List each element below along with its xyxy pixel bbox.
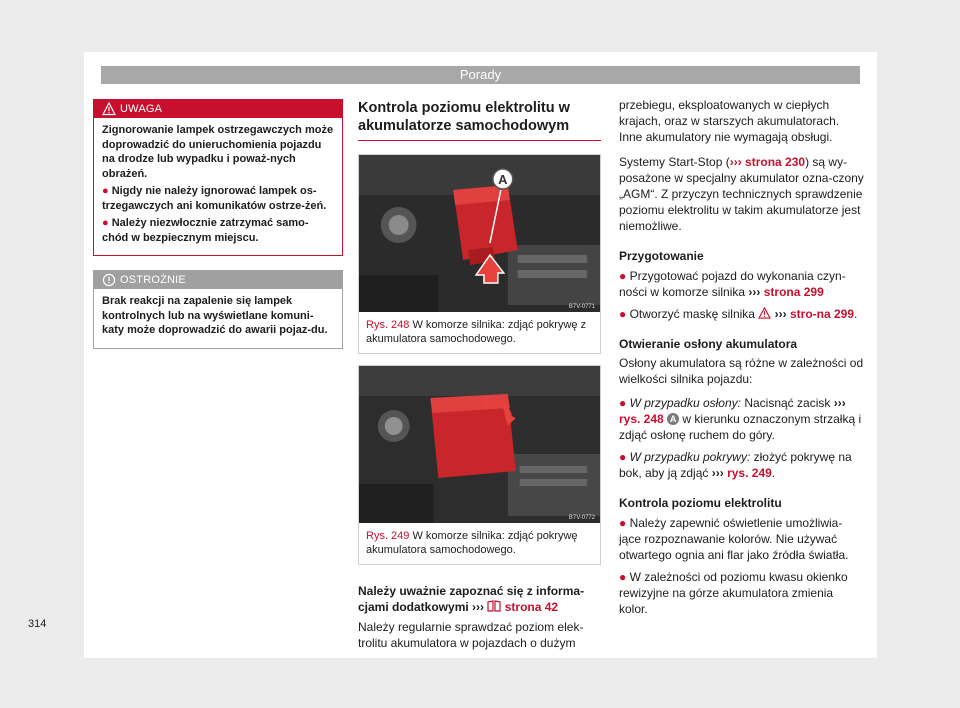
page-header xyxy=(101,66,860,84)
para-start-stop xyxy=(619,154,864,234)
open-bullet-2-italic: W przypadku pokrywy: xyxy=(629,450,751,464)
link-page-299[interactable]: strona 299 xyxy=(763,285,824,299)
figure-code-1: B7V-0771 xyxy=(568,303,596,311)
warning-box-body xyxy=(94,118,342,255)
warning-box-header xyxy=(94,100,342,118)
warning-triangle-icon xyxy=(102,102,116,116)
info-heading xyxy=(358,583,601,615)
bullet-icon: ● xyxy=(619,516,627,530)
chevron-icon: ››› xyxy=(729,155,742,169)
warning-intro: Zignorowanie lampek ostrzegawczych może doprowadzić do unieruchomienia pojazdu na drodze lub wypadku i poważ-nych obrażeń. xyxy=(102,124,334,180)
check-bullet-1 xyxy=(619,515,864,563)
warning-bullet-1-text: Nigdy nie należy ignorować lampek os-trzegawczych ani komunikatów ostrze-żeń. xyxy=(102,185,327,212)
caution-box xyxy=(93,270,343,349)
caution-box-title: OSTROŻNIE xyxy=(120,274,186,286)
figure-caption-text: W komorze silnika: zdjąć pokrywę akumulatora samochodowego. xyxy=(366,530,578,556)
link-fig-248[interactable]: rys. 248 xyxy=(619,412,664,426)
open-bullet-1-italic: W przypadku osłony: xyxy=(629,396,741,410)
callout-a-badge: A xyxy=(667,413,679,425)
engine-bay-photo-1 xyxy=(359,155,600,312)
figure-callout-a: A xyxy=(498,171,508,188)
prep-bullet-2: ● Otworzyć maskę silnika ››› stro-na 299. xyxy=(619,307,858,321)
book-icon xyxy=(487,600,501,612)
engine-bay-photo-2 xyxy=(359,366,600,523)
bullet-icon: ● xyxy=(102,185,112,197)
chevron-icon: ››› xyxy=(748,285,761,299)
info-circle-icon xyxy=(102,273,116,287)
header-title: Porady xyxy=(459,67,502,82)
figure-249-caption xyxy=(359,523,600,564)
info-heading-text: Należy uważnie zapoznać się z informa-cjami dodatkowymi xyxy=(358,584,585,614)
chevron-icon: ››› xyxy=(711,466,724,480)
warning-box-title: UWAGA xyxy=(120,103,163,115)
warning-bullet-1 xyxy=(102,184,334,213)
para-mileage: przebiegu, eksploatowanych w ciepłych krajach, oraz w starszych akumulatorach. Inne akumulatory nie wymagają obsługi. xyxy=(619,98,840,144)
warning-triangle-icon xyxy=(758,307,771,319)
manual-page xyxy=(28,52,877,658)
link-page-299b[interactable]: stro-na 299 xyxy=(790,307,855,321)
para-start-stop-b: ) są wy-posażone w specjalny akumulator ozna-czony „AGM“. Z przyczyn technicznych sprawdzenie poziomu elektrolitu w takim akumulatorze jest niemożliwe. xyxy=(619,155,864,233)
prep-heading: Przygotowanie xyxy=(619,249,704,263)
warning-box xyxy=(93,99,343,256)
prep-bullet-1 xyxy=(619,268,864,300)
bullet-icon: ● xyxy=(102,217,112,229)
info-link[interactable]: strona 42 xyxy=(504,600,559,614)
column-right xyxy=(619,97,864,617)
figure-249 xyxy=(358,365,601,565)
open-bullet-1 xyxy=(619,395,864,443)
caution-box-header xyxy=(94,271,342,289)
figure-caption-text: W komorze silnika: zdjąć pokrywę z akumulatora samochodowego. xyxy=(366,319,587,345)
open-bullet-1-text-b: w kierunku oznaczonym strzałką i zdjąć osłonę ruchem do góry. xyxy=(619,412,862,442)
chevron-icon: ››› xyxy=(472,600,485,614)
chevron-icon: ››› xyxy=(833,396,846,410)
para-start-stop-a: Systemy Start-Stop ( xyxy=(619,155,730,169)
caution-text: Brak reakcji na zapalenie się lampek kontrolnych lub na wyświetlane komuni-katy może doprowadzić do awarii pojaz-du. xyxy=(102,295,328,336)
electrolyte-para: Należy regularnie sprawdzać poziom elek-trolitu akumulatora w pojazdach o dużym xyxy=(358,620,584,650)
figure-ref: Rys. 248 xyxy=(366,319,410,331)
column-middle xyxy=(358,99,601,651)
check-bullet-1-text: Należy zapewnić oświetlenie umożliwia-jące rozpoznawanie kolorów. Nie używać otwartego ognia ani flar jako źródła światła. xyxy=(619,516,849,562)
warning-bullet-2-text: Należy niezwłocznie zatrzymać samo-chód w bezpiecznym miejscu. xyxy=(102,217,309,244)
bullet-icon: ● xyxy=(619,307,627,321)
figure-ref: Rys. 249 xyxy=(366,530,410,542)
chevron-icon: ››› xyxy=(774,307,787,321)
check-heading: Kontrola poziomu elektrolitu xyxy=(619,496,782,510)
column-left xyxy=(93,99,343,363)
open-para: Osłony akumulatora są różne w zależności od wielkości silnika pojazdu: xyxy=(619,356,864,386)
warning-bullet-2 xyxy=(102,216,334,245)
bullet-icon: ● xyxy=(619,450,627,464)
figure-248 xyxy=(358,154,601,354)
figure-248-caption xyxy=(359,312,600,353)
open-bullet-2-text: złożyć pokrywę na bok, aby ją zdjąć xyxy=(619,450,852,480)
prep-bullet-2-text: Otworzyć maskę silnika xyxy=(629,307,755,321)
page-number: 314 xyxy=(28,618,47,630)
link-fig-249[interactable]: rys. 249 xyxy=(727,466,772,480)
check-bullet-2-text: W zależności od poziomu kwasu okienko rewizyjne na górze akumulatora zmienia kolor. xyxy=(619,570,848,616)
prep-bullet-1-text: Przygotować pojazd do wykonania czyn-ności w komorze silnika xyxy=(619,269,846,299)
bullet-icon: ● xyxy=(619,269,627,283)
section-title: Kontrola poziomu elektrolitu w akumulatorze samochodowym xyxy=(358,99,601,141)
caution-box-body xyxy=(94,289,342,348)
open-bullet-1-text-a: Nacisnąć zacisk xyxy=(744,396,831,410)
figure-code-2: B7V-0772 xyxy=(568,514,596,522)
open-bullet-2: ● W przypadku pokrywy: złożyć pokrywę na bok, aby ją zdjąć ››› rys. 249. xyxy=(619,450,852,480)
bullet-icon: ● xyxy=(619,396,627,410)
link-page-230[interactable]: strona 230 xyxy=(745,155,806,169)
bullet-icon: ● xyxy=(619,570,627,584)
check-bullet-2 xyxy=(619,569,864,617)
open-heading: Otwieranie osłony akumulatora xyxy=(619,337,798,351)
